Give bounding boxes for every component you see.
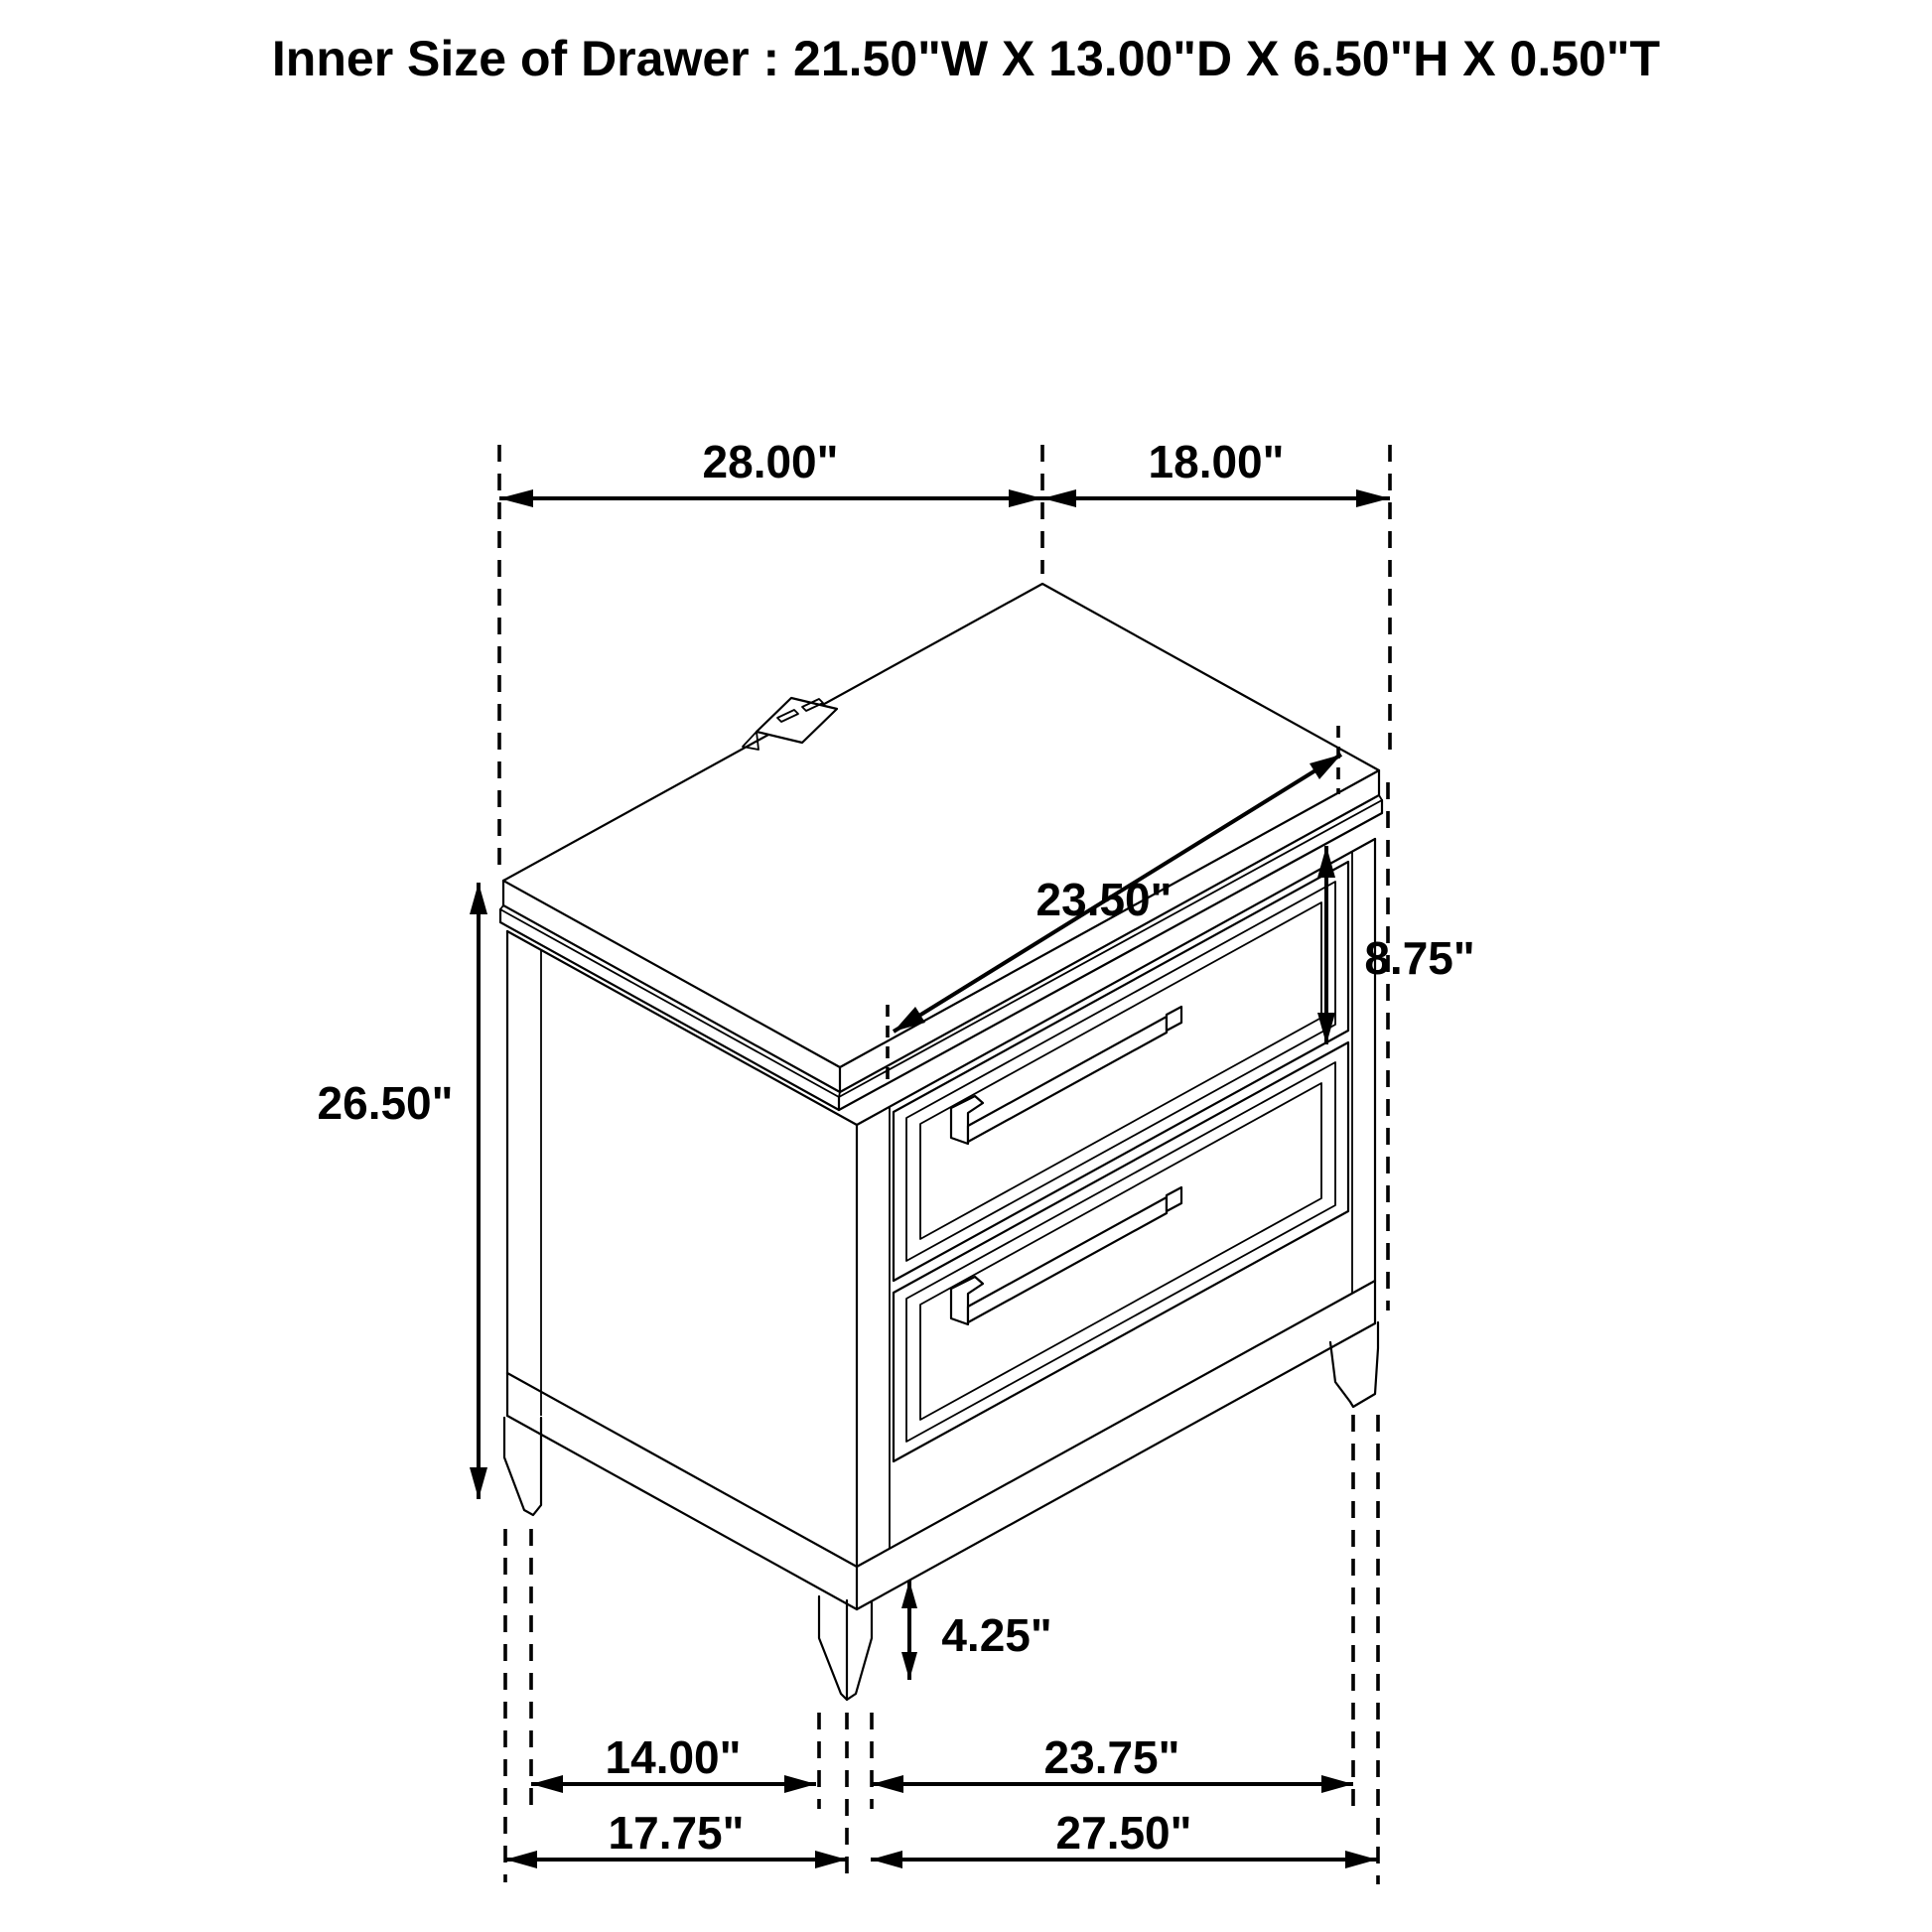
arrowhead	[784, 1775, 816, 1793]
drawer-bottom-handle-bar	[968, 1197, 1167, 1322]
body-bottom-front-edge	[857, 1323, 1375, 1609]
drawer-bottom-handle-right-post	[1167, 1187, 1181, 1211]
dim-top-diagonal	[888, 726, 1341, 1084]
dim-leg-height	[901, 1581, 1052, 1680]
top-edge-right	[840, 770, 1379, 1092]
arrowhead	[1356, 489, 1390, 507]
drawer-top-handle-right-post	[1167, 1007, 1181, 1031]
dim-top-width	[499, 436, 1042, 872]
arrowhead	[470, 883, 487, 914]
arrowhead	[871, 1851, 902, 1868]
front-leg	[819, 1596, 872, 1700]
dim-front-overall	[871, 1807, 1377, 1868]
nightstand-drawing	[500, 584, 1382, 1700]
arrowhead	[505, 1851, 537, 1868]
arrowhead	[901, 1581, 917, 1608]
arrowhead	[1042, 489, 1076, 507]
dim-side-overall-label: 17.75"	[608, 1807, 745, 1859]
arrowhead	[470, 1467, 487, 1499]
dim-overall-height	[318, 883, 487, 1499]
dim-leg-span	[531, 1731, 816, 1793]
arrowhead	[499, 489, 533, 507]
dim-side-overall	[505, 1807, 847, 1868]
dim-base-front-width-label: 23.75"	[1043, 1731, 1180, 1783]
table-top	[500, 584, 1382, 1110]
anti-tip-bracket	[743, 698, 837, 750]
arrowhead	[1321, 1775, 1353, 1793]
bottom-rail-front	[857, 1281, 1375, 1567]
dim-drawer-height-label: 8.75"	[1364, 932, 1475, 984]
dim-front-overall-label: 27.50"	[1055, 1807, 1192, 1859]
dim-drawer-height	[1317, 846, 1475, 1044]
arrowhead	[872, 1775, 903, 1793]
drawer-bottom-border	[906, 1062, 1335, 1442]
dim-base-front-width	[872, 1731, 1353, 1793]
dim-leg-height-label: 4.25"	[941, 1609, 1052, 1661]
top-edge-left	[503, 881, 840, 1092]
drawer-top-handle-bar	[968, 1017, 1167, 1142]
drawer-top-panel	[920, 902, 1321, 1239]
arrowhead	[901, 1652, 917, 1680]
body-top-left-edge	[507, 931, 857, 1125]
dim-leg-span-label: 14.00"	[605, 1731, 742, 1783]
dim-top-depth-label: 18.00"	[1148, 436, 1285, 487]
top-surface	[503, 584, 1379, 1067]
body-bottom-left-edge	[507, 1416, 857, 1609]
arrowhead	[815, 1851, 847, 1868]
bottom-rail-left	[507, 1373, 857, 1567]
page-title: Inner Size of Drawer : 21.50"W X 13.00"D X 6.50"H X 0.50"T	[271, 31, 1661, 86]
dim-top-width-label: 28.00"	[702, 436, 839, 487]
dim-overall-height-label: 26.50"	[317, 1077, 454, 1129]
lip-top-left	[500, 905, 840, 1097]
arrowhead	[1009, 489, 1042, 507]
dim-top-diagonal-label: 23.50"	[1035, 874, 1173, 925]
arrowhead	[531, 1775, 563, 1793]
arrowhead	[1345, 1851, 1377, 1868]
lip-band-left	[500, 909, 839, 1110]
